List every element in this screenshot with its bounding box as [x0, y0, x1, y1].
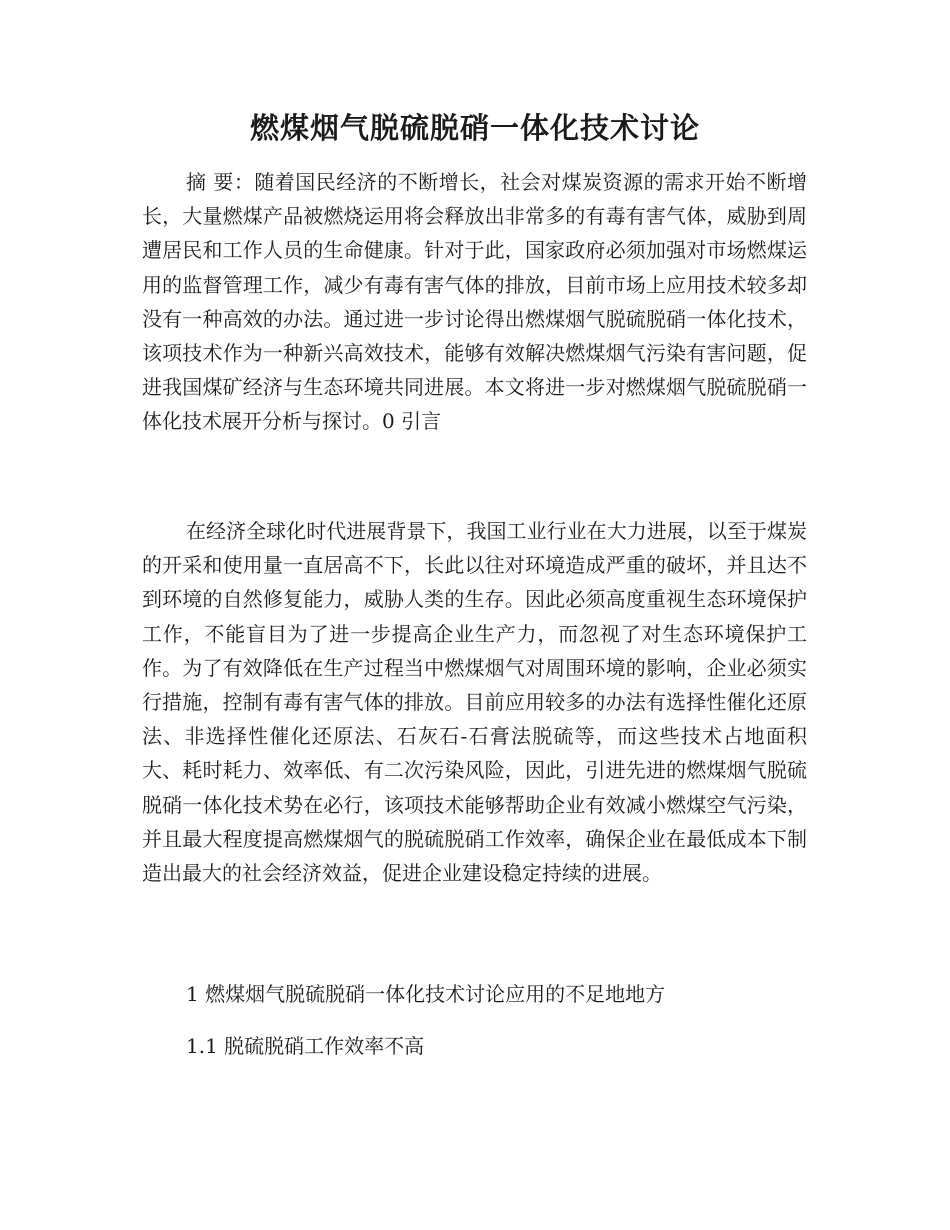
abstract-text: 随着国民经济的不断增长，社会对煤炭资源的需求开始不断增长，大量燃煤产品被燃烧运用将会释放出非常多的有毒有害气体，威胁到周遭居民和工作人员的生命健康。针对于此，国家政府必须加强对市场燃煤运用的监督管理工作，减少有毒有害气体的排放，目前市场上应用技术较多却没有一种高效的办法。通过进一步讨论得出燃煤烟气脱硫脱硝一体化技术，该项技术作为一种新兴高效技术，能够有效解决燃煤烟气污染有害问题，促进我国煤矿经济与生态环境共同进展。本文将进一步对燃煤烟气脱硫脱硝一体化技术展开分析与探讨。0 引言 — [142, 170, 808, 434]
abstract-paragraph — [142, 165, 807, 439]
intro-paragraph: 在经济全球化时代进展背景下，我国工业行业在大力进展，以至于煤炭的开采和使用量一直居高不下，长此以往对环境造成严重的破坏，并且达不到环境的自然修复能力，威胁人类的生存。因此必须高度重视生态环境保护工作，不能盲目为了进一步提高企业生产力，而忽视了对生态环境保护工作。为了有效降低在生产过程当中燃煤烟气对周围环境的影响，企业必须实行措施，控制有毒有害气体的排放。目前应用较多的办法有选择性催化还原法、非选择性催化还原法、石灰石-石膏法脱硫等，而这些技术占地面积大、耗时耗力、效率低、有二次污染风险，因此，引进先进的燃煤烟气脱硫脱硝一体化技术势在必行，该项技术能够帮助企业有效减小燃煤空气污染，并且最大程度提高燃煤烟气的脱硫脱硝工作效率，确保企业在最低成本下制造出最大的社会经济效益，促进企业建设稳定持续的进展。 — [142, 519, 807, 886]
abstract-label: 摘 要： — [186, 170, 255, 194]
section-heading-1: 1 燃煤烟气脱硫脱硝一体化技术讨论应用的不足地地方 — [186, 982, 666, 1006]
section-heading-1-1: 1.1 脱硫脱硝工作效率不高 — [186, 1034, 425, 1058]
document-title: 燃煤烟气脱硫脱硝一体化技术讨论 — [249, 111, 700, 145]
